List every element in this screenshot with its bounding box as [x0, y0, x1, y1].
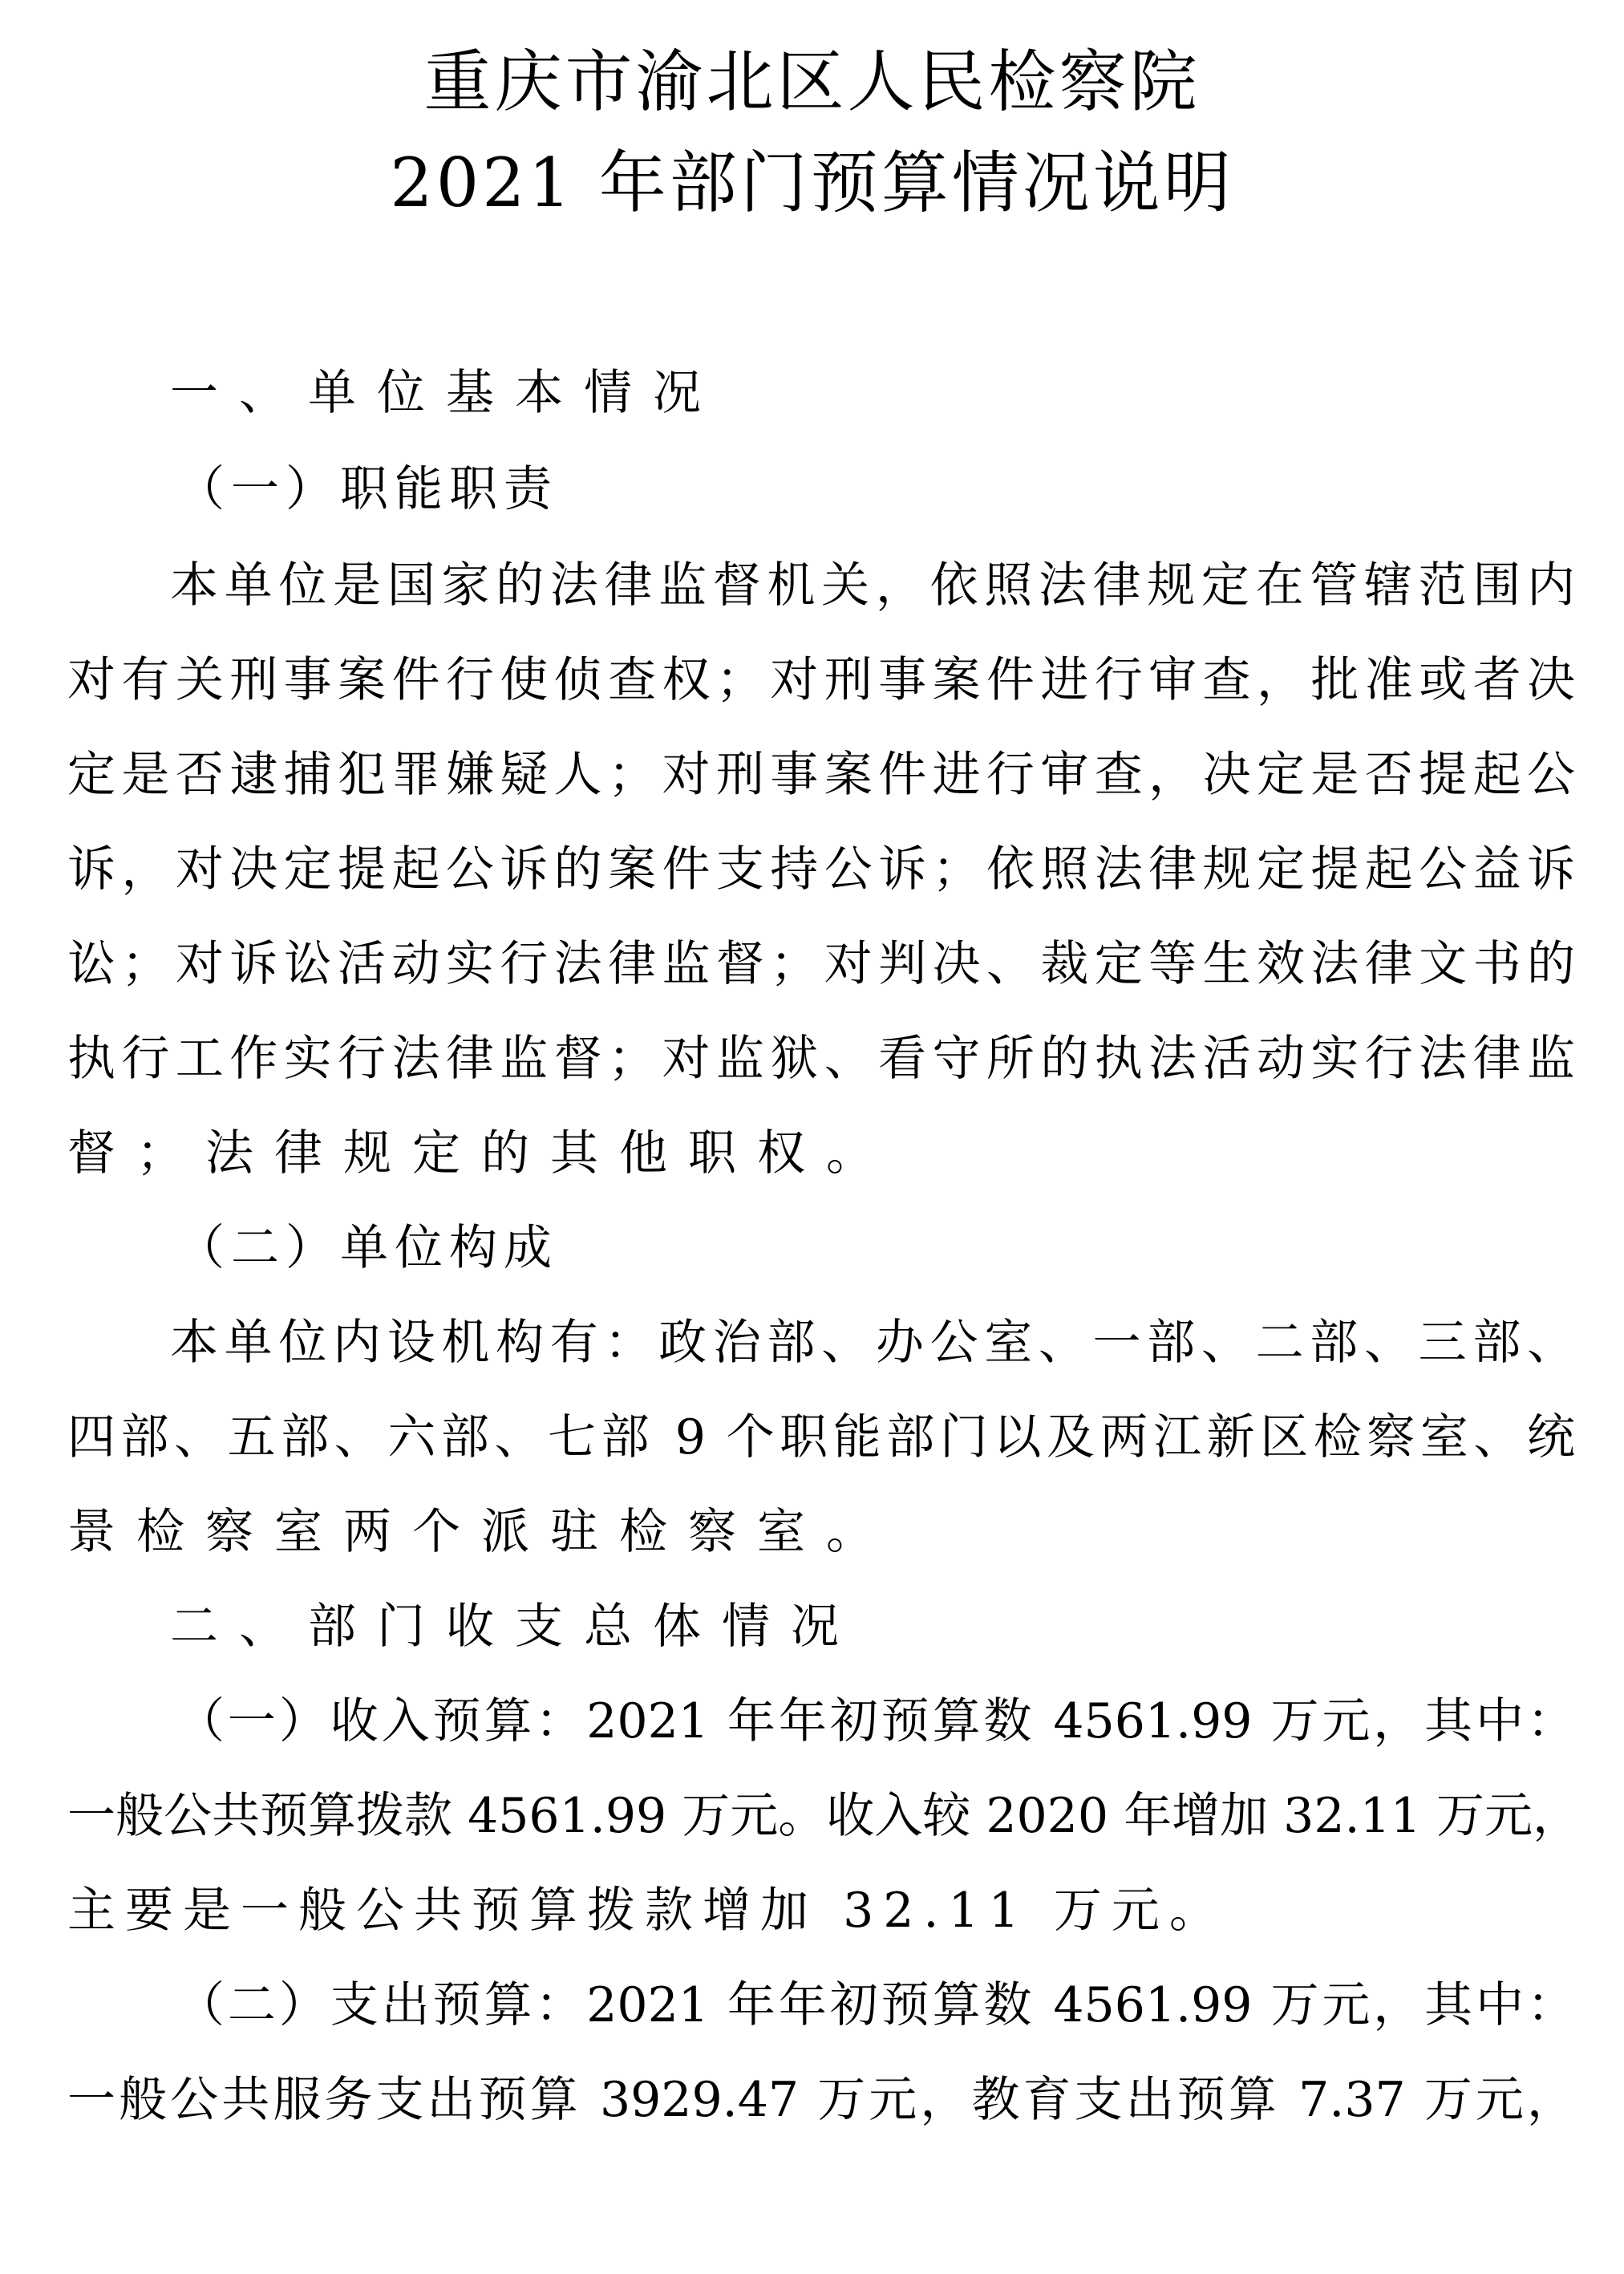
section-heading-1: 一、单位基本情况 — [170, 365, 722, 421]
paragraph-line: 诉，对决定提起公诉的案件支持公诉；依照法律规定提起公益诉 — [67, 841, 1575, 898]
paragraph-line: 本单位是国家的法律监督机关，依照法律规定在管辖范围内 — [170, 557, 1575, 614]
paragraph-line: 本单位内设机构有：政治部、办公室、一部、二部、三部、 — [170, 1315, 1575, 1371]
paragraph-line: 四部、五部、六部、七部 9 个职能部门以及两江新区检察室、统 — [67, 1409, 1575, 1465]
paragraph-line: 景检察室两个派驻检察室。 — [67, 1504, 895, 1560]
document-title-line1: 重庆市渝北区人民检察院 — [423, 43, 1201, 121]
subsection-heading-duties: （一）职能职责 — [176, 461, 558, 517]
paragraph-line: 督；法律规定的其他职权。 — [67, 1125, 895, 1182]
paragraph-line-expenditure: （二）支出预算：2021 年年初预算数 4561.99 万元，其中： — [176, 1977, 1575, 2033]
section-heading-2: 二、部门收支总体情况 — [170, 1599, 860, 1655]
document-title-line2: 2021 年部门预算情况说明 — [390, 144, 1234, 222]
paragraph-line: 一般公共服务支出预算 3929.47 万元，教育支出预算 7.37 万元， — [67, 2072, 1575, 2128]
paragraph-line: 执行工作实行法律监督；对监狱、看守所的执法活动实行法律监 — [67, 1031, 1575, 1087]
paragraph-line: 对有关刑事案件行使侦查权；对刑事案件进行审查，批准或者决 — [67, 652, 1575, 708]
paragraph-line: 一般公共预算拨款 4561.99 万元。收入较 2020 年增加 32.11 万元， — [67, 1788, 1581, 1844]
paragraph-line: 定是否逮捕犯罪嫌疑人；对刑事案件进行审查，决定是否提起公 — [67, 747, 1575, 803]
paragraph-line: 主要是一般公共预算拨款增加 32.11 万元。 — [67, 1883, 1227, 1939]
subsection-heading-structure: （二）单位构成 — [176, 1220, 558, 1276]
paragraph-line: 讼；对诉讼活动实行法律监督；对判决、裁定等生效法律文书的 — [67, 936, 1575, 992]
paragraph-line-income: （一）收入预算：2021 年年初预算数 4561.99 万元，其中： — [176, 1693, 1575, 1749]
